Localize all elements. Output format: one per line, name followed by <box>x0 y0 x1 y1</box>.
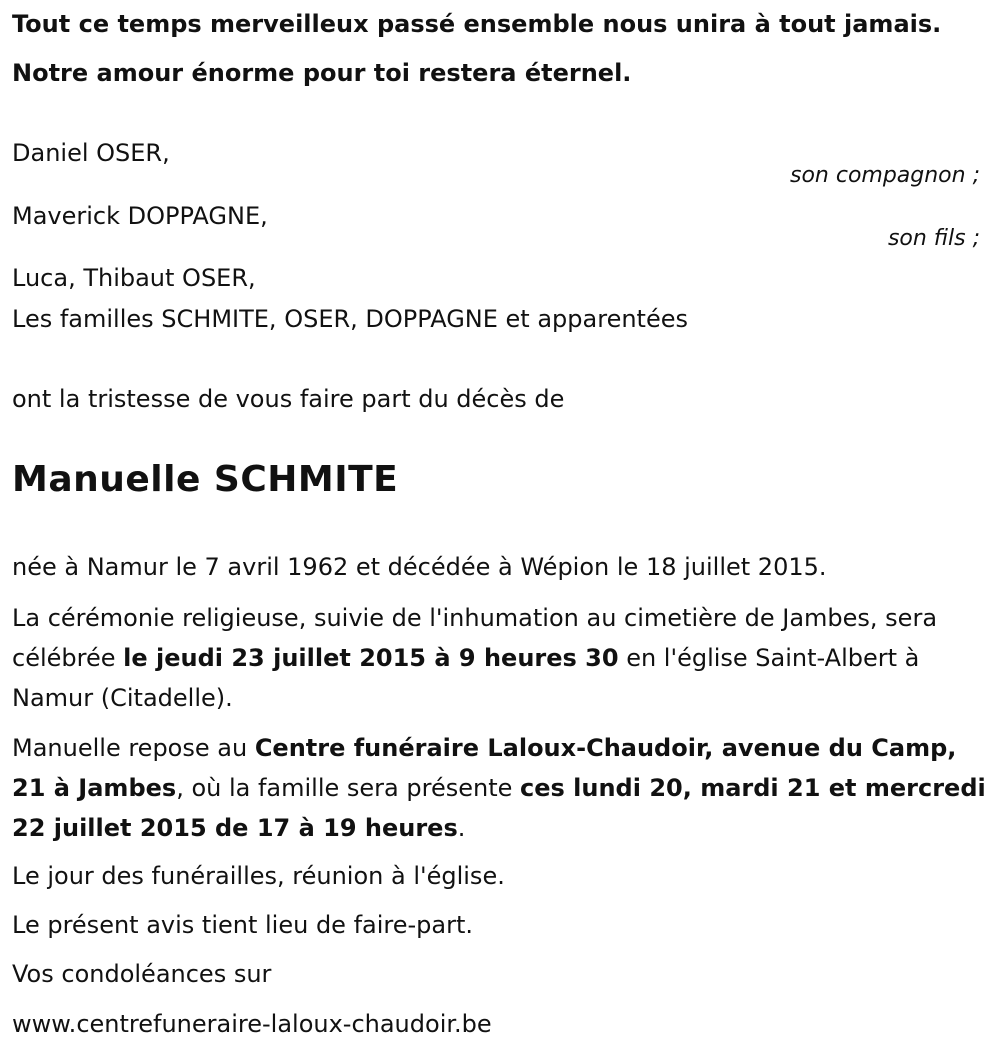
announcement-text: ont la tristesse de vous faire part du décès de <box>12 385 565 413</box>
partner-name: Daniel OSER, <box>12 139 170 167</box>
birth-death-text: née à Namur le 7 avril 1962 et décédée à Wépion le 18 juillet 2015. <box>12 553 827 581</box>
deceased-name: Manuelle SCHMITE <box>12 459 399 500</box>
other-family-members: Luca, Thibaut OSER, <box>12 264 256 292</box>
son-name: Maverick DOPPAGNE, <box>12 202 268 230</box>
related-families: Les familles SCHMITE, OSER, DOPPAGNE et apparentées <box>12 305 688 333</box>
ceremony-text-2: en l'église Saint-Albert à Namur (Citadelle). <box>12 644 920 712</box>
ceremony-paragraph <box>12 598 992 718</box>
condolences-label: Vos condoléances sur <box>12 960 272 988</box>
ceremony-date: le jeudi 23 juillet 2015 à 9 heures 30 <box>123 644 619 672</box>
notice-text: Le présent avis tient lieu de faire-part. <box>12 911 474 939</box>
epigraph-line-2: Notre amour énorme pour toi restera éternel. <box>12 59 632 87</box>
meeting-text: Le jour des funérailles, réunion à l'église. <box>12 862 505 890</box>
visitation-dates: ces lundi 20, mardi 21 et mercredi 22 juillet 2015 de 17 à 19 heures <box>12 774 986 842</box>
son-relation: son fils ; <box>887 226 980 251</box>
visitation-text-1: Manuelle repose au <box>12 734 255 762</box>
partner-relation: son compagnon ; <box>789 163 980 188</box>
epigraph-line-1: Tout ce temps merveilleux passé ensemble nous unira à tout jamais. <box>12 10 942 38</box>
visitation-text-2: , où la famille sera présente <box>176 774 521 802</box>
ceremony-text-1: La cérémonie religieuse, suivie de l'inhumation au cimetière de Jambes, sera célébrée <box>12 604 938 672</box>
website-link[interactable]: www.centrefuneraire-laloux-chaudoir.be <box>12 1010 492 1038</box>
visitation-paragraph <box>12 728 992 848</box>
visitation-place: Centre funéraire Laloux-Chaudoir, avenue du Camp, 21 à Jambes <box>12 734 957 802</box>
visitation-text-3: . <box>457 814 466 842</box>
